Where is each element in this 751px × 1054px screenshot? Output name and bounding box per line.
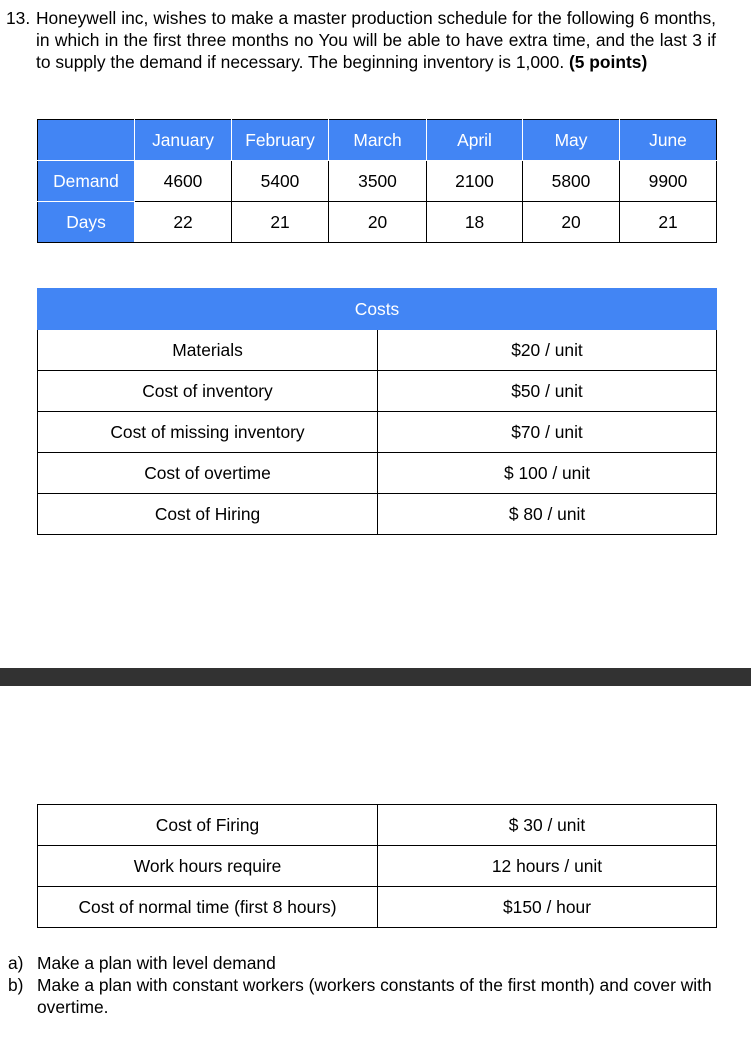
cost-item: Cost of missing inventory [38,412,378,453]
question-text: Make a plan with constant workers (workers constants of the first month) and cover with overtime. [37,975,712,1017]
cost-item: Cost of normal time (first 8 hours) [38,887,378,928]
problem-number: 13. [6,8,31,28]
month-header: February [232,120,329,161]
cost-value: $20 / unit [378,330,717,371]
month-header: January [135,120,232,161]
problem-points: (5 points) [569,52,648,72]
cost-item: Cost of overtime [38,453,378,494]
demand-cell: 5800 [523,161,620,202]
cost-item: Work hours require [38,846,378,887]
cost-value: $ 30 / unit [378,805,717,846]
question-list [8,952,720,1018]
cost-row [38,412,717,453]
days-cell: 20 [329,202,427,243]
month-header: May [523,120,620,161]
cost-row [38,805,717,846]
problem-body: Honeywell inc, wishes to make a master production schedule for the following 6 months, in which in the first three months no You will be able to have extra time, and the last 3 if to supply the demand if necessary. The beginning inventory is 1,000. [36,8,716,72]
question-label: a) [8,953,24,973]
costs-title: Costs [38,289,717,330]
cost-row [38,330,717,371]
cost-value: $150 / hour [378,887,717,928]
month-header: June [620,120,717,161]
problem-text [36,7,716,73]
cost-row [38,494,717,535]
cost-value: 12 hours / unit [378,846,717,887]
row-label-days: Days [38,202,135,243]
row-label-demand: Demand [38,161,135,202]
demand-row [38,161,717,202]
cost-value: $ 80 / unit [378,494,717,535]
cost-item: Cost of Firing [38,805,378,846]
schedule-header-row [38,120,717,161]
page-divider [0,668,751,686]
month-header: March [329,120,427,161]
days-cell: 21 [620,202,717,243]
days-cell: 22 [135,202,232,243]
cost-row [38,887,717,928]
schedule-corner-cell [38,120,135,161]
costs-continued-table [37,804,717,928]
cost-value: $50 / unit [378,371,717,412]
cost-item: Materials [38,330,378,371]
costs-table [37,288,717,535]
question-item [8,974,720,1018]
days-cell: 18 [427,202,523,243]
month-header: April [427,120,523,161]
cost-item: Cost of Hiring [38,494,378,535]
cost-value: $ 100 / unit [378,453,717,494]
demand-cell: 9900 [620,161,717,202]
cost-value: $70 / unit [378,412,717,453]
schedule-table [37,119,717,243]
question-label: b) [8,975,24,995]
question-text: Make a plan with level demand [37,953,276,973]
days-cell: 21 [232,202,329,243]
demand-cell: 2100 [427,161,523,202]
cost-item: Cost of inventory [38,371,378,412]
demand-cell: 4600 [135,161,232,202]
demand-cell: 3500 [329,161,427,202]
days-cell: 20 [523,202,620,243]
cost-row [38,453,717,494]
days-row [38,202,717,243]
problem-statement [6,7,716,73]
cost-row [38,371,717,412]
demand-cell: 5400 [232,161,329,202]
costs-title-row [38,289,717,330]
cost-row [38,846,717,887]
question-item [8,952,720,974]
